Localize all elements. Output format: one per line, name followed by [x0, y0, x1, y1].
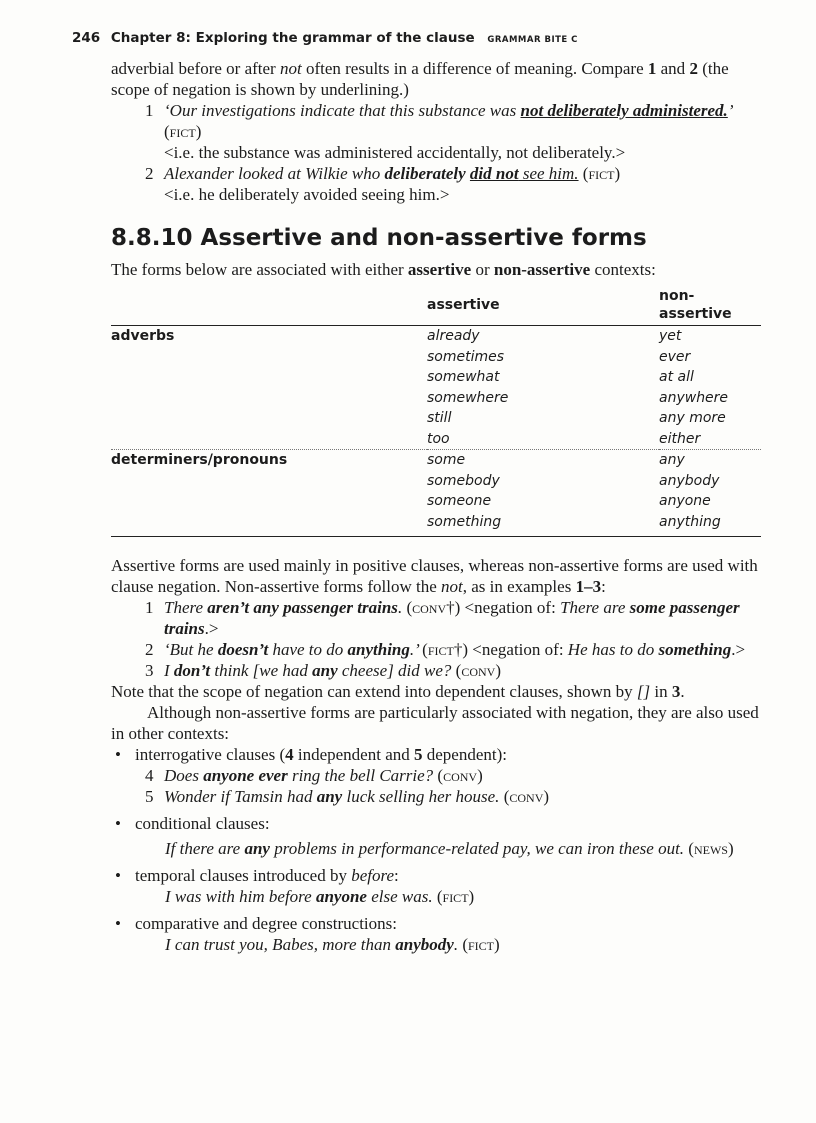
example-number: 4 — [145, 766, 154, 785]
example-number: 1 — [145, 598, 154, 617]
example-item: I can trust you, Babes, more than anybody. (fict) — [165, 935, 500, 954]
table-row — [111, 347, 761, 368]
example-item: If there are any problems in performance-related pay, we can iron these out. (news) — [165, 839, 734, 858]
example-text: Alexander looked at Wilkie who — [164, 164, 385, 183]
example-item: 1 ‘Our investigations indicate that this substance was not deliberately administered.’ (fict) — [145, 101, 734, 141]
table-row — [111, 367, 761, 388]
section-number: 8.8.10 — [111, 225, 193, 251]
example-item: 4 Does anyone ever ring the bell Carrie? (conv) — [145, 766, 483, 785]
example-number: 2 — [145, 164, 154, 183]
text: often results in a difference of meaning. Compare — [305, 59, 644, 78]
table-row — [111, 388, 761, 409]
table-cell: already — [427, 328, 480, 344]
term: non-assertive — [493, 260, 591, 279]
table-row — [111, 408, 761, 429]
register-label: news — [693, 839, 728, 858]
page-number: 246 — [72, 30, 101, 46]
register-label: conv — [461, 661, 496, 680]
register-label: fict — [467, 935, 494, 954]
example-gloss: <i.e. the substance was administered accidentally, not deliberately.> — [164, 143, 626, 162]
table-cell: somebody — [427, 472, 500, 489]
body-paragraph — [111, 555, 763, 597]
example-number: 1 — [145, 101, 154, 120]
example-ref: 1 — [647, 59, 657, 78]
bullet-icon: • — [115, 814, 121, 833]
example-text: ’ — [727, 101, 734, 120]
example-number: 2 — [145, 640, 154, 659]
text: or — [475, 260, 490, 279]
section-heading — [111, 223, 763, 253]
text: not — [279, 59, 302, 78]
bullet-icon: • — [115, 914, 121, 933]
table-cell: yet — [659, 328, 682, 344]
text: The forms below are associated with either — [111, 260, 404, 279]
running-header — [72, 30, 772, 46]
forms-table — [111, 284, 761, 537]
bullet-item: • conditional clauses: — [115, 814, 270, 833]
table-row — [111, 512, 761, 537]
register-label: fict — [169, 122, 196, 141]
section-title: Assertive and non-assertive forms — [200, 225, 647, 251]
column-header-assertive: assertive — [427, 284, 659, 326]
category-cell: adverbs — [111, 328, 175, 344]
table-cell: somewhat — [427, 369, 500, 385]
negation-scope: see him. — [518, 164, 579, 183]
register-label: conv — [509, 787, 544, 806]
table-intro — [111, 259, 763, 280]
table-cell: any — [659, 450, 761, 471]
bullet-item: • interrogative clauses (4 independent and 5 dependent): — [115, 745, 507, 764]
category-cell: determiners/pronouns — [111, 450, 427, 471]
example-item: 2 Alexander looked at Wilkie who deliberately did not see him. (fict) — [145, 164, 621, 183]
bullet-item: • comparative and degree constructions: — [115, 914, 397, 933]
table-cell: sometimes — [427, 348, 505, 365]
table-header-row — [111, 284, 761, 326]
register-label: conv† — [412, 598, 455, 617]
example-item: 2 ‘But he doesn’t have to do anything.’ (fict†) <negation of: He has to do something.> — [145, 640, 746, 659]
table-cell: still — [427, 410, 452, 426]
table-cell: any more — [659, 410, 726, 426]
example-item: 3 I don’t think [we had any cheese] did we? (conv) — [145, 661, 502, 680]
table-cell: at all — [659, 369, 694, 385]
register-label: fict — [588, 164, 615, 183]
register-label: conv — [443, 766, 478, 785]
term: assertive — [407, 260, 472, 279]
register-label: fict — [442, 887, 469, 906]
table-row — [111, 471, 761, 492]
text: (the scope of negation is shown by underlining.) — [111, 59, 729, 99]
table-cell: anyone — [659, 493, 711, 509]
intro-paragraph — [111, 58, 763, 100]
text: not — [441, 577, 463, 596]
page-body — [111, 58, 763, 955]
example-number: 5 — [145, 787, 154, 806]
text: adverbial before or after — [111, 59, 276, 78]
example-ref: 2 — [689, 59, 698, 78]
text: , as in examples — [462, 577, 572, 596]
table-cell: too — [427, 430, 450, 447]
table-cell: someone — [427, 493, 492, 509]
example-gloss: <i.e. he deliberately avoided seeing him.> — [164, 185, 450, 204]
example-number: 3 — [145, 661, 154, 680]
example-item: 5 Wonder if Tamsin had any luck selling her house. (conv) — [145, 787, 550, 806]
bullet-icon: • — [115, 745, 121, 764]
table-row — [111, 491, 761, 512]
table-cell: ever — [659, 348, 691, 365]
example-ref: 1–3 — [575, 577, 602, 596]
bullet-icon: • — [115, 866, 121, 885]
text: Assertive forms are used mainly in positive clauses, whereas non-assertive forms are used with clause negation. Non-assertive forms follow the — [111, 556, 758, 596]
table-cell: something — [427, 512, 659, 537]
negation-scope: not deliberately administered. — [520, 101, 728, 120]
table-row — [111, 450, 761, 471]
body-paragraph: Although non-assertive forms are particularly associated with negation, they are also used in other contexts: — [111, 703, 759, 743]
table-cell: anybody — [659, 472, 720, 489]
table-cell: some — [427, 450, 659, 471]
example-item: 1 There aren’t any passenger trains. (conv†) <negation of: There are some passenger trains.> — [145, 598, 740, 638]
note-paragraph: Note that the scope of negation can extend into dependent clauses, shown by [] in 3. — [111, 682, 685, 701]
grammar-bite-label: GRAMMAR BITE C — [487, 35, 578, 45]
example-bold: deliberately — [384, 164, 466, 183]
column-header-category — [111, 284, 427, 326]
table-cell: anything — [659, 512, 761, 537]
register-label: fict† — [427, 640, 463, 659]
table-cell: anywhere — [659, 389, 729, 406]
negation-scope: did not — [469, 164, 519, 183]
text: and — [660, 59, 686, 78]
example-text: ‘Our investigations indicate that this substance was — [164, 101, 521, 120]
table-cell: somewhere — [427, 389, 509, 406]
bullet-item: • temporal clauses introduced by before: — [115, 866, 399, 885]
table-row — [111, 326, 761, 347]
chapter-title: Chapter 8: Exploring the grammar of the clause — [110, 30, 475, 46]
text: contexts: — [594, 260, 656, 279]
example-item: I was with him before anyone else was. (fict) — [165, 887, 475, 906]
column-header-non-assertive: non-assertive — [659, 284, 761, 326]
table-cell: either — [659, 430, 701, 447]
text: : — [601, 577, 606, 596]
table-row — [111, 429, 761, 450]
